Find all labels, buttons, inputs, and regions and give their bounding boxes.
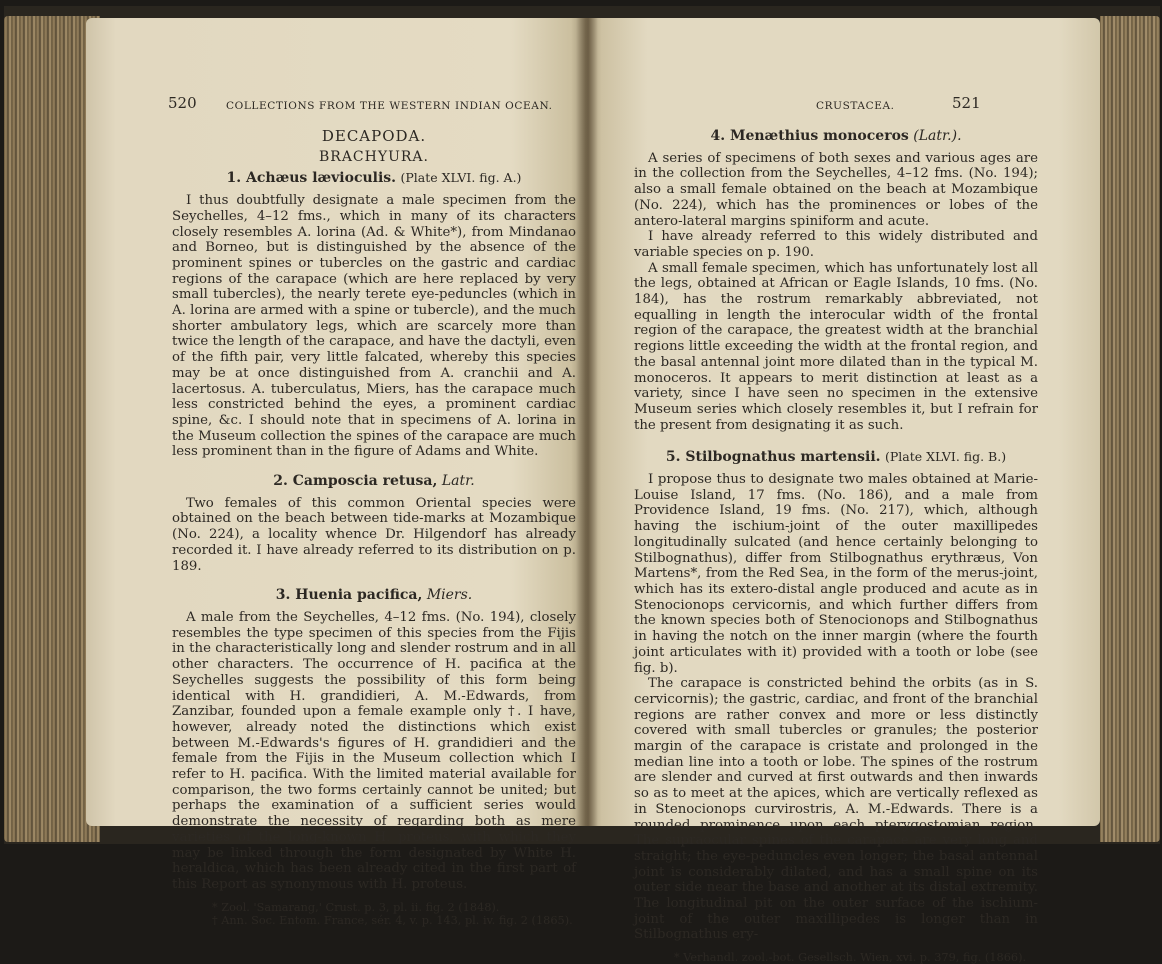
species-title: 3. Huenia pacifica,	[275, 587, 423, 604]
right-page	[586, 18, 1100, 964]
species-title: 1. Achæus lævioculis.	[226, 170, 397, 187]
species-title: 2. Camposcia retusa,	[273, 473, 438, 490]
page-number: 520	[168, 94, 197, 112]
paragraph: Two females of this common Oriental species were obtained on the beach between tide-marks at Mozambique (No. 224), a locality whence Dr. Hilgendorf has already recorded it. I have already referred to its distribution on p. 189.	[172, 495, 576, 574]
running-head: CRUSTACEA.	[816, 100, 895, 112]
footnote: † Ann. Soc. Entom. France, sér. 4, v. p. 143, pl. iv. fig. 2 (1865).	[212, 913, 573, 927]
species-heading-1	[172, 170, 576, 187]
heading-decapoda: DECAPODA.	[321, 127, 427, 145]
footnotes	[172, 901, 576, 927]
running-head: COLLECTIONS FROM THE WESTERN INDIAN OCEAN.	[226, 100, 553, 112]
left-page	[86, 18, 586, 927]
book-gutter	[576, 18, 598, 826]
paragraph: I have already referred to this widely distributed and variable species on p. 190.	[634, 229, 1038, 260]
paragraph: The carapace is constricted behind the orbits (as in S. cervicornis); the gastric, cardiac, and front of the branchial regions are rather convex and more or less distinctly covered with small tubercles or granules; the posterior margin of the carapace is cristate and prolonged in the median line into a tooth or lobe. The spines of the rostrum are slender and curved at first outwards and then inwards so as to meet at the apices, which are vertically reflexed as in Stenocionops curvirostris, A. M.-Edwards. There is a rounded prominence upon each pterygostomian region. The supraocular spines of the carapace are very long and straight; the eye-peduncles even longer; the basal antennal joint is considerably dilated, and has a small spine on its outer side near the base and another at its distal extremity. The longitudinal pit on the outer surface of the ischium-joint of the outer maxillipedes is longer than in Stilbognathus ery-	[634, 676, 1038, 943]
paragraph: I thus doubtfully designate a male specimen from the Seychelles, 4–12 fms., which in many of its characters closely resembles A. lorina (Ad. & White*), from Mindanao and Borneo, but is distinguished by the absence of the prominent spines or tubercles on the gastric and cardiac regions of the carapace (which are here replaced by very small tubercles), the nearly terete eye-peduncles (which in A. lorina are armed with a spine or tubercle), and the much shorter ambulatory legs, which are scarcely more than twice the length of the carapace, and have the dactyli, even of the fifth pair, very little falcated, whereby this species may be at once distinguished from A. cranchii and A. lacertosus. A. tuberculatus, Miers, has the carapace much less constricted behind the eyes, a prominent cardiac spine, &c. I should note that in specimens of A. lorina in the Museum collection the spines of the carapace are much less prominent than in the figure of Adams and White.	[172, 193, 576, 460]
species-author: Latr.	[441, 473, 475, 490]
footnotes	[634, 951, 1038, 964]
species-title: 5. Stilbognathus martensii.	[665, 449, 881, 466]
species-author: Miers.	[426, 587, 473, 604]
right-page-edges	[1100, 16, 1160, 842]
heading-brachyura: BRACHYURA.	[318, 148, 429, 165]
paragraph: A series of specimens of both sexes and various ages are in the collection from the Seychelles, 4–12 fms. (No. 194); also a small female obtained on the beach at Mozambique (No. 224), which has the prominences or lobes of the antero-lateral margins spiniform and acute.	[634, 150, 1038, 229]
left-body	[172, 129, 576, 927]
right-body	[634, 129, 1038, 964]
species-heading-4	[634, 129, 1038, 145]
species-heading-5	[634, 449, 1038, 466]
footnote: * Zool. 'Samarang,' Crust. p. 3, pl. ii. fig. 2 (1848).	[212, 900, 500, 914]
paragraph: A male from the Seychelles, 4–12 fms. (No. 194), closely resembles the type specimen of this species from the Fijis in the characteristically long and slender rostrum and in all other characters. The occurrence of H. pacifica at the Seychelles suggests the possibility of this form being identical with H. grandidieri, A. M.-Edwards, from Zanzibar, founded upon a female example only †. I have, however, already noted the distinctions which exist between M.-Edwards's figures of H. grandidieri and the female from the Fijis in the Museum collection which I refer to H. pacifica. With the limited material available for comparison, the two forms certainly cannot be united; but perhaps the examination of a sufficient series would demonstrate the necessity of regarding both as mere varieties of the long-known H. proteus, with which they may be linked through the form designated by White H. heraldica, which has been already cited in the first part of this Report as synonymous with H. proteus.	[172, 609, 576, 892]
plate-reference: (Plate XLVI. fig. B.)	[885, 449, 1007, 465]
paragraph: I propose thus to designate two males obtained at Marie-Louise Island, 17 fms. (No. 186), and a male from Providence Island, 19 fms. (No. 217), which, although having the ischium-joint of the outer maxillipedes longitudinally sulcated (and hence certainly belonging to Stilbognathus), differ from Stilbognathus erythræus, Von Martens*, from the Red Sea, in the form of the merus-joint, which has its extero-distal angle produced and acute as in Stenocionops cervicornis, and which further differs from the known species both of Stenocionops and Stilbognathus in having the notch on the inner margin (where the fourth joint articulates with it) provided with a tooth or lobe (see fig. b).	[634, 472, 1038, 676]
paragraph: A small female specimen, which has unfortunately lost all the legs, obtained at African or Eagle Islands, 10 fms. (No. 184), has the rostrum remarkably abbreviated, not equalling in length the interocular width of the frontal region of the carapace, the greatest width at the branchial regions little exceeding the width at the frontal region, and the basal antennal joint more dilated than in the typical M. monoceros. It appears to merit distinction at least as a variety, since I have seen no specimen in the extensive Museum series which closely resembles it, but I refrain for the present from designating it as such.	[634, 260, 1038, 433]
species-title: 4. Menæthius monoceros	[710, 128, 909, 144]
footnote: * Verhandl. zool.-bot. Gesellsch. Wien, xvi. p. 379, fig. (1866).	[674, 951, 1027, 964]
species-author: (Latr.).	[913, 128, 962, 144]
species-heading-2	[172, 474, 576, 490]
page-number: 521	[952, 94, 981, 112]
plate-reference: (Plate XLVI. fig. A.)	[400, 170, 522, 186]
species-heading-3	[172, 588, 576, 604]
